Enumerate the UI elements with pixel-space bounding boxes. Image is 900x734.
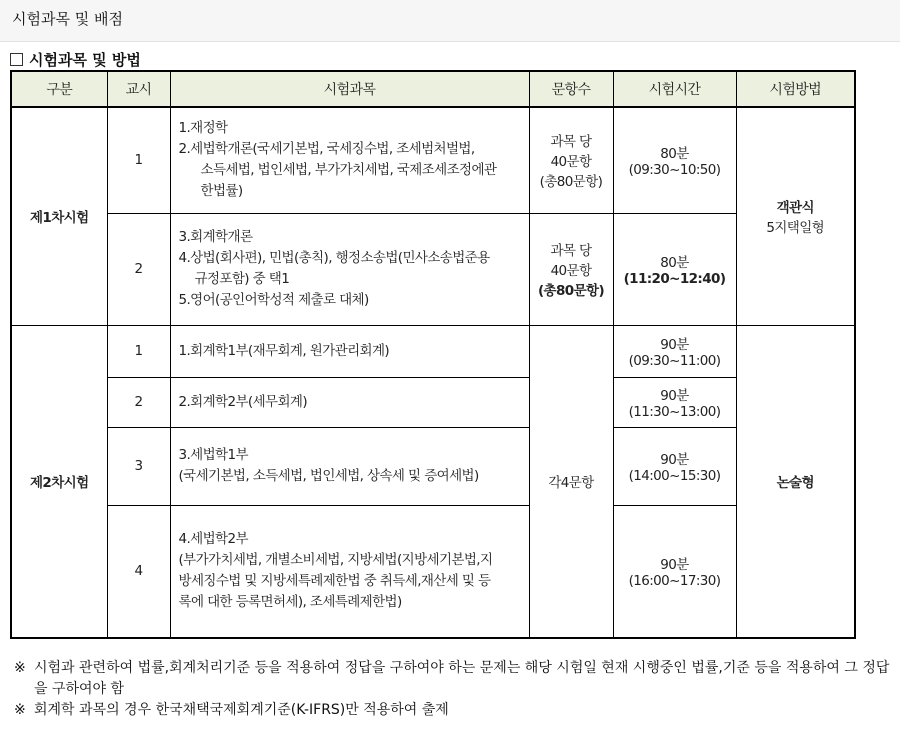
method-second-exam: 논술형 xyxy=(736,325,855,638)
time-duration: 80분 xyxy=(660,146,689,163)
questions-cell xyxy=(529,107,613,213)
table-row xyxy=(11,377,855,427)
subject-line: 방세징수법 및 지방세특례제한법 중 취득세,재산세 및 등 xyxy=(178,573,491,590)
time-duration: 80분 xyxy=(660,255,689,271)
time-duration: 90분 xyxy=(660,452,689,468)
header-period: 교시 xyxy=(107,71,170,107)
subject-line: (국세기본법, 소득세법, 법인세법, 상속세 및 증여세법) xyxy=(178,468,479,484)
subject-line: 2.회계학2부(세무회계) xyxy=(178,393,308,410)
checkbox-icon xyxy=(10,53,23,66)
header-questions: 문항수 xyxy=(529,71,613,107)
time-cell xyxy=(613,377,736,427)
time-duration: 90분 xyxy=(660,388,689,404)
method-main: 객관식 xyxy=(776,200,814,217)
subjects-cell xyxy=(170,505,529,638)
time-range: (09:30~11:00) xyxy=(628,353,721,369)
table-row xyxy=(11,427,855,505)
period-cell: 1 xyxy=(107,107,170,213)
subject-line: 4.세법학2부 xyxy=(178,531,248,548)
table-row xyxy=(11,505,855,638)
subjects-cell xyxy=(170,107,529,213)
subject-line: 3.회계학개론 xyxy=(178,229,253,245)
period-cell: 2 xyxy=(107,213,170,325)
subject-line: 한법률) xyxy=(200,183,243,200)
table-row xyxy=(11,213,855,325)
questions-line: 과목 당 xyxy=(550,134,592,151)
subject-line: 2.세법학개론(국세기본법, 국세징수법, 조세범처벌법, xyxy=(178,141,475,158)
period-cell: 4 xyxy=(107,505,170,638)
period-cell: 2 xyxy=(107,377,170,427)
note-mark: ※ xyxy=(14,660,26,676)
subjects-cell xyxy=(170,377,529,427)
subject-line: (부가가치세법, 개별소비세법, 지방세법(지방세기본법,지 xyxy=(178,552,493,569)
category-first-exam: 제1차시험 xyxy=(11,107,107,325)
time-range: (16:00~17:30) xyxy=(628,573,721,590)
time-cell xyxy=(613,107,736,213)
section-title-text: 시험과목 및 방법 xyxy=(29,51,141,69)
subject-line: 3.세법학1부 xyxy=(178,447,248,463)
time-duration: 90분 xyxy=(660,557,689,574)
subjects-cell xyxy=(170,213,529,325)
note-text: 회계학 과목의 경우 한국채택국제회계기준(K-IFRS)만 적용하여 출제 xyxy=(34,702,449,718)
exam-table xyxy=(10,70,856,639)
time-cell xyxy=(613,427,736,505)
page-title: 시험과목 및 배점 xyxy=(12,10,123,28)
time-range: (11:20~12:40) xyxy=(623,271,726,287)
subject-line: 록에 대한 등록면허세), 조세특례제한법) xyxy=(178,594,402,611)
time-range: (14:00~15:30) xyxy=(628,468,721,484)
table-header-row xyxy=(11,71,855,107)
subject-line: 규정포함) 중 택1 xyxy=(194,271,290,287)
page-header xyxy=(0,0,900,42)
questions-line: (총80문항) xyxy=(539,174,603,191)
note-mark: ※ xyxy=(14,702,26,718)
time-cell xyxy=(613,213,736,325)
method-sub: 5지택일형 xyxy=(766,220,825,237)
subject-line: 5.영어(공인어학성적 제출로 대체) xyxy=(178,292,369,308)
table-row xyxy=(11,325,855,377)
table-row xyxy=(11,107,855,213)
questions-second-exam: 각4문항 xyxy=(529,325,613,638)
time-cell xyxy=(613,325,736,377)
note-item xyxy=(14,658,894,700)
header-subjects: 시험과목 xyxy=(170,71,529,107)
questions-line: 과목 당 xyxy=(550,243,592,259)
header-category: 구분 xyxy=(11,71,107,107)
time-duration: 90분 xyxy=(660,337,689,353)
subjects-cell xyxy=(170,325,529,377)
subject-line: 4.상법(회사편), 민법(총칙), 행정소송법(민사소송법준용 xyxy=(178,250,490,266)
note-text: 시험과 관련하여 법률,회계처리기준 등을 적용하여 정답을 구하여야 하는 문제는 해당 시험일 현재 시행중인 법률,기준 등을 적용하여 그 정답을 구하여야 함 xyxy=(34,660,890,697)
time-range: (09:30~10:50) xyxy=(628,162,721,179)
section-title xyxy=(10,49,141,70)
header-method: 시험방법 xyxy=(736,71,855,107)
subjects-cell xyxy=(170,427,529,505)
subject-line: 1.재정학 xyxy=(178,120,228,137)
note-item xyxy=(14,700,894,721)
questions-cell xyxy=(529,213,613,325)
category-second-exam: 제2차시험 xyxy=(11,325,107,638)
notes xyxy=(14,658,894,721)
subject-line: 1.회계학1부(재무회계, 원가관리회계) xyxy=(178,342,390,359)
questions-line: (총80문항) xyxy=(537,283,605,299)
questions-line: 40문항 xyxy=(550,154,592,171)
time-cell xyxy=(613,505,736,638)
period-cell: 3 xyxy=(107,427,170,505)
questions-line: 40문항 xyxy=(550,263,592,279)
period-cell: 1 xyxy=(107,325,170,377)
time-range: (11:30~13:00) xyxy=(628,404,721,420)
method-first-exam xyxy=(736,107,855,325)
header-time: 시험시간 xyxy=(613,71,736,107)
subject-line: 소득세법, 법인세법, 부가가치세법, 국제조세조정에관 xyxy=(200,162,497,179)
